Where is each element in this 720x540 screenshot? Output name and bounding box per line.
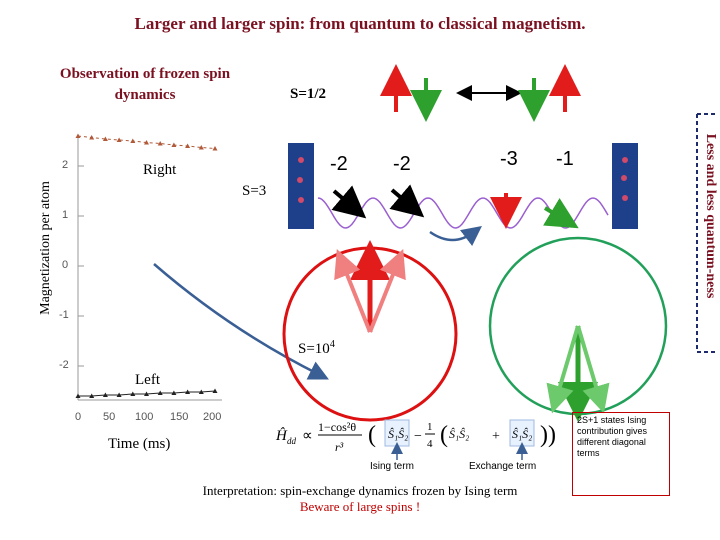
svg-text:1: 1 <box>427 421 433 433</box>
interpretation <box>150 483 570 515</box>
green-circle-arrow-right <box>578 326 600 400</box>
ising-note-box: 2S+1 states Ising contribution gives different diagonal terms <box>572 412 670 496</box>
hamiltonian-formula <box>275 420 556 460</box>
large-spin-base: S=10 <box>298 341 330 357</box>
x-axis-label: Time (ms) <box>108 436 171 452</box>
right-series-label: Right <box>143 162 177 178</box>
observation-line-1: Observation of frozen spin <box>59 66 231 82</box>
tunneling-arrow <box>430 232 474 240</box>
svg-text:∝: ∝ <box>302 428 313 444</box>
svg-text:(: ( <box>368 422 376 448</box>
lattice-image-right <box>612 143 638 229</box>
large-spin-label <box>298 339 335 358</box>
xtick-0: 0 <box>75 411 82 423</box>
xtick-150: 150 <box>170 411 189 423</box>
left-annotation-arrow <box>154 264 320 375</box>
ytick-neg2: -2 <box>59 359 69 371</box>
svg-text:Ŝ₁Ŝ₂: Ŝ₁Ŝ₂ <box>512 427 533 441</box>
ytick-2: 2 <box>62 159 69 171</box>
spin-half-label: S=1/2 <box>290 86 327 102</box>
label-n2: -2 <box>393 153 411 175</box>
svg-text:4: 4 <box>427 438 433 450</box>
spin-arrow-black-2 <box>392 190 412 207</box>
lattice-image-left <box>288 143 314 229</box>
ytick-1: 1 <box>62 209 69 221</box>
green-circle-arrow-left <box>556 326 578 400</box>
interpretation-line-2: Beware of large spins ! <box>299 499 421 514</box>
quantum-ness-label: Less and less quantum-ness <box>703 133 718 299</box>
interpretation-line-1: Interpretation: spin-exchange dynamics frozen by Ising term <box>202 483 518 498</box>
svg-text:)): )) <box>540 422 556 448</box>
xtick-200: 200 <box>203 411 222 423</box>
xtick-100: 100 <box>135 411 154 423</box>
xtick-50: 50 <box>103 411 116 423</box>
slide-title: Larger and larger spin: from quantum to classical magnetism. <box>134 14 586 33</box>
s3-label: S=3 <box>242 183 267 199</box>
y-axis-label: Magnetization per atom <box>38 181 53 315</box>
svg-text:+: + <box>492 429 500 444</box>
red-circle-arrow-left <box>342 262 370 332</box>
svg-text:dd: dd <box>287 436 296 446</box>
svg-text:Ŝ₁Ŝ₂: Ŝ₁Ŝ₂ <box>388 427 409 441</box>
observation-line-2: dynamics <box>114 87 176 103</box>
ising-term-label: Ising term <box>370 461 414 472</box>
svg-text:−: − <box>414 429 422 444</box>
label-n3: -3 <box>500 148 518 170</box>
svg-text:r³: r³ <box>335 440 344 454</box>
svg-text:Ŝ₁Ŝ₂: Ŝ₁Ŝ₂ <box>449 427 470 441</box>
label-n4: -1 <box>556 148 574 170</box>
svg-text:Ĥ: Ĥ <box>276 428 287 444</box>
large-spin-exponent: 4 <box>329 339 335 350</box>
ytick-neg1: -1 <box>59 309 69 321</box>
left-series-label: Left <box>135 372 160 388</box>
data-point-right-10 <box>213 146 218 151</box>
label-n1: -2 <box>330 153 348 175</box>
exchange-term-label: Exchange term <box>469 461 537 472</box>
spin-arrow-black-1 <box>334 191 354 208</box>
svg-text:(: ( <box>440 422 448 448</box>
ytick-0: 0 <box>62 259 69 271</box>
svg-text:1−cos²θ: 1−cos²θ <box>318 420 357 434</box>
red-circle-arrow-right <box>370 262 398 332</box>
lattice-potential-wave <box>318 198 608 228</box>
